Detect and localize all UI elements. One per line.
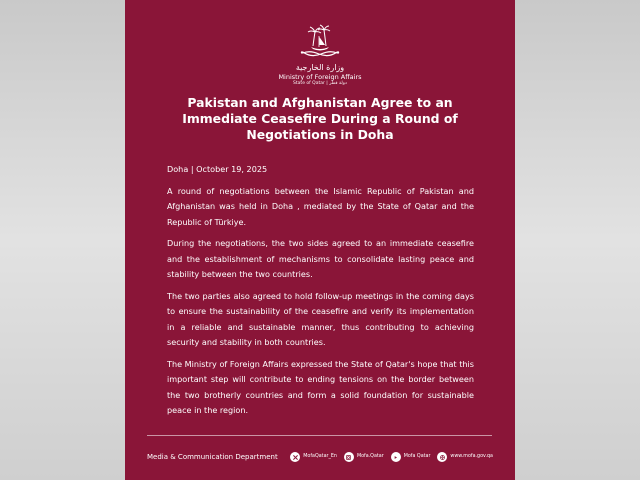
social-handle: MofaQatar_En xyxy=(303,454,337,459)
paragraph: During the negotiations, the two sides agreed to an immediate ceasefire and the establishment of mechanisms to consolidate lasting peace and stability between the two countries. xyxy=(167,238,474,279)
department-name: Media & Communication Department xyxy=(147,453,278,461)
social-handle: www.mofa.gov.qa xyxy=(450,454,493,459)
globe-icon xyxy=(437,452,447,462)
right-background xyxy=(515,0,640,480)
paragraph: The two parties also agreed to hold follow-up meetings in the coming days to ensure the sustainability of the ceasefire and verify its implementation in a reliable and sustainable manner, thus contributing to achieving security and stability in both countries. xyxy=(167,290,474,347)
instagram-icon xyxy=(344,452,354,462)
footer xyxy=(147,448,493,466)
social-handle: Mofa Qatar xyxy=(403,454,431,459)
paragraph: The Ministry of Foreign Affairs expressed the State of Qatar's hope that this important step will contribute to ending tensions on the border between the two brotherly countries and form a solid foundation for sustainable peace in the region. xyxy=(167,358,474,415)
press-release-card xyxy=(125,0,515,480)
ministry-name-english: Ministry of Foreign Affairs xyxy=(278,73,362,81)
footer-divider xyxy=(147,435,492,436)
social-x[interactable] xyxy=(290,452,337,462)
ministry-logo xyxy=(125,22,515,87)
social-youtube[interactable] xyxy=(391,452,431,462)
left-background xyxy=(0,0,125,480)
press-release-body xyxy=(167,162,474,425)
paragraph: A round of negotiations between the Islamic Republic of Pakistan and Afghanistan was held in Doha , mediated by the State of Qatar and the Republic of Türkiye. xyxy=(167,185,474,227)
x-icon xyxy=(290,452,300,462)
youtube-icon xyxy=(391,452,401,462)
social-instagram[interactable] xyxy=(344,452,384,462)
dateline: Doha | October 19, 2025 xyxy=(167,164,268,174)
ministry-name-arabic: وزارة الخارجية xyxy=(295,63,345,72)
social-handle: Mofa.Qatar xyxy=(356,454,384,459)
state-of-qatar-line: State of Qatar | دولة قطر xyxy=(293,81,347,86)
social-website[interactable] xyxy=(437,452,493,462)
social-links xyxy=(290,448,493,466)
press-release-title: Pakistan and Afghanistan Agree to an Immediate Ceasefire During a Round of Negotiations in Doha xyxy=(182,95,458,142)
qatar-emblem-icon xyxy=(297,22,343,62)
